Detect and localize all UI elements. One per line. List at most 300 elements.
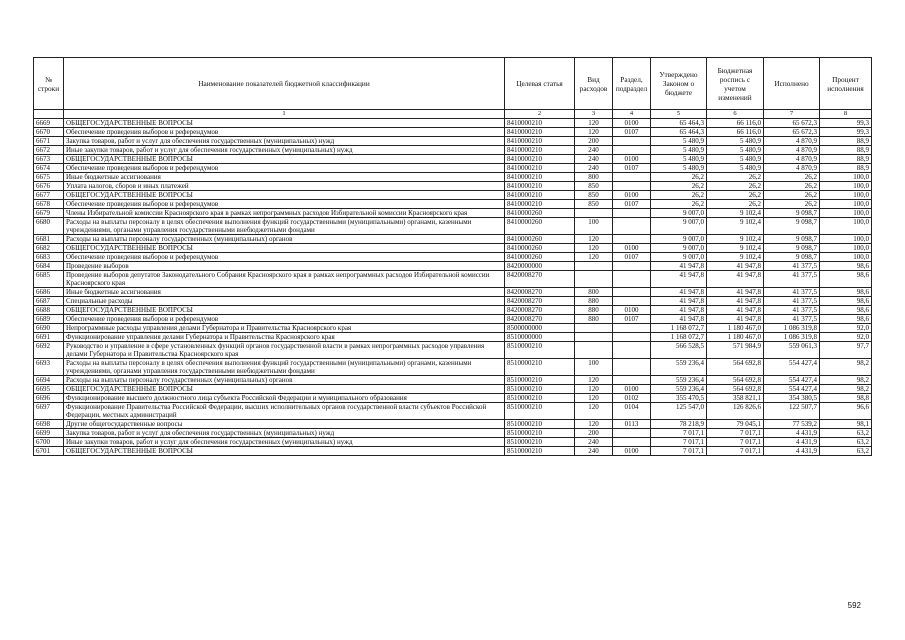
executed-amount: 41 377,5	[764, 297, 820, 306]
approved-amount: 5 480,9	[651, 164, 707, 173]
table-row	[34, 288, 872, 297]
row-number: 6686	[34, 288, 64, 297]
target-article: 8420008270	[505, 306, 575, 315]
execution-percent: 88,9	[820, 155, 872, 164]
indicator-name: Функционирование управления делами Губернатора и Правительства Красноярского края	[64, 333, 505, 342]
expense-type	[575, 342, 613, 359]
section-subsection	[613, 297, 651, 306]
budget-list-amount: 564 692,8	[707, 376, 764, 385]
executed-amount: 9 098,7	[764, 253, 820, 262]
approved-amount: 65 464,3	[651, 128, 707, 137]
executed-amount: 4 431,9	[764, 447, 820, 456]
expense-type: 240	[575, 447, 613, 456]
execution-percent: 92,0	[820, 333, 872, 342]
target-article: 8510000210	[505, 447, 575, 456]
target-article: 8500000000	[505, 324, 575, 333]
row-number: 6676	[34, 182, 64, 191]
execution-percent: 98,8	[820, 394, 872, 403]
indicator-name: ОБЩЕГОСУДАРСТВЕННЫЕ ВОПРОСЫ	[64, 191, 505, 200]
executed-amount: 41 377,5	[764, 315, 820, 324]
budget-list-amount: 41 947,8	[707, 306, 764, 315]
column-number: 1	[64, 110, 505, 119]
expense-type	[575, 324, 613, 333]
executed-amount: 41 377,5	[764, 288, 820, 297]
target-article: 8510000210	[505, 429, 575, 438]
budget-table	[33, 57, 872, 456]
section-subsection	[613, 429, 651, 438]
expense-type: 240	[575, 146, 613, 155]
row-number: 6677	[34, 191, 64, 200]
executed-amount: 26,2	[764, 182, 820, 191]
target-article: 8410000260	[505, 209, 575, 218]
row-number: 6683	[34, 253, 64, 262]
table-row	[34, 119, 872, 128]
section-subsection: 0104	[613, 403, 651, 420]
approved-amount: 26,2	[651, 173, 707, 182]
row-number: 6701	[34, 447, 64, 456]
target-article: 8410000210	[505, 119, 575, 128]
row-number: 6687	[34, 297, 64, 306]
budget-list-amount: 41 947,8	[707, 271, 764, 288]
budget-list-amount: 5 480,9	[707, 164, 764, 173]
budget-list-amount: 9 102,4	[707, 218, 764, 235]
executed-amount: 77 539,2	[764, 420, 820, 429]
expense-type: 120	[575, 128, 613, 137]
budget-list-amount: 5 480,9	[707, 137, 764, 146]
indicator-name: Руководство и управление в сфере установленных функций органов государственной власти в рамках непрограммных расходов управления делами Губернатора и Правительства Красноярского края	[64, 342, 505, 359]
approved-amount: 9 007,0	[651, 235, 707, 244]
indicator-name: Обеспечение проведения выборов и референдумов	[64, 164, 505, 173]
table-row	[34, 262, 872, 271]
indicator-name: Иные бюджетные ассигнования	[64, 173, 505, 182]
column-number: 4	[613, 110, 651, 119]
budget-list-amount: 358 821,1	[707, 394, 764, 403]
indicator-name: Иные закупки товаров, работ и услуг для обеспечения государственных (муниципальных) нужд	[64, 438, 505, 447]
expense-type	[575, 262, 613, 271]
section-subsection: 0100	[613, 119, 651, 128]
row-number: 6671	[34, 137, 64, 146]
column-number: 8	[820, 110, 872, 119]
approved-amount: 78 218,9	[651, 420, 707, 429]
executed-amount: 26,2	[764, 173, 820, 182]
budget-list-amount: 41 947,8	[707, 315, 764, 324]
target-article: 8410000260	[505, 244, 575, 253]
target-article: 8410000260	[505, 253, 575, 262]
execution-percent: 88,9	[820, 137, 872, 146]
table-row	[34, 306, 872, 315]
indicator-name: Расходы на выплаты персоналу государственных (муниципальных) органов	[64, 376, 505, 385]
approved-amount: 9 007,0	[651, 253, 707, 262]
approved-amount: 7 017,1	[651, 438, 707, 447]
section-subsection	[613, 333, 651, 342]
executed-amount: 41 377,5	[764, 306, 820, 315]
indicator-name: Проведение выборов депутатов Законодательного Собрания Красноярского края в рамках непрограммных расходов Избирательной комиссии Красноярского края	[64, 271, 505, 288]
column-number-row	[34, 110, 872, 119]
executed-amount: 554 427,4	[764, 376, 820, 385]
execution-percent: 63,2	[820, 438, 872, 447]
indicator-name: Расходы на выплаты персоналу государственных (муниципальных) органов	[64, 235, 505, 244]
executed-amount: 9 098,7	[764, 244, 820, 253]
section-subsection: 0100	[613, 306, 651, 315]
expense-type: 120	[575, 403, 613, 420]
target-article: 8410000210	[505, 137, 575, 146]
indicator-name: ОБЩЕГОСУДАРСТВЕННЫЕ ВОПРОСЫ	[64, 244, 505, 253]
section-subsection: 0100	[613, 191, 651, 200]
budget-list-amount: 41 947,8	[707, 262, 764, 271]
executed-amount: 4 870,9	[764, 146, 820, 155]
approved-amount: 26,2	[651, 191, 707, 200]
budget-list-amount: 41 947,8	[707, 288, 764, 297]
target-article: 8510000210	[505, 342, 575, 359]
target-article: 8410000210	[505, 200, 575, 209]
expense-type: 800	[575, 288, 613, 297]
row-number: 6699	[34, 429, 64, 438]
row-number: 6693	[34, 359, 64, 376]
expense-type	[575, 209, 613, 218]
expense-type: 880	[575, 315, 613, 324]
indicator-name: Расходы на выплаты персоналу в целях обеспечения выполнения функций государственными (муниципальными) органами, казенными учреждениями, органами управления государственными внебюджетными фондами	[64, 359, 505, 376]
target-article: 8410000260	[505, 218, 575, 235]
executed-amount: 559 061,3	[764, 342, 820, 359]
section-subsection	[613, 182, 651, 191]
column-number: 5	[651, 110, 707, 119]
execution-percent: 96,6	[820, 403, 872, 420]
approved-amount: 7 017,1	[651, 429, 707, 438]
approved-amount: 1 168 072,7	[651, 324, 707, 333]
approved-amount: 7 017,1	[651, 447, 707, 456]
target-article: 8410000210	[505, 182, 575, 191]
indicator-name: Иные закупки товаров, работ и услуг для обеспечения государственных (муниципальных) нужд	[64, 146, 505, 155]
budget-list-amount: 7 017,1	[707, 447, 764, 456]
approved-amount: 5 480,9	[651, 146, 707, 155]
row-number: 6690	[34, 324, 64, 333]
table-row	[34, 164, 872, 173]
executed-amount: 26,2	[764, 200, 820, 209]
table-row	[34, 155, 872, 164]
indicator-name: ОБЩЕГОСУДАРСТВЕННЫЕ ВОПРОСЫ	[64, 306, 505, 315]
indicator-name: Закупка товаров, работ и услуг для обеспечения государственных (муниципальных) нужд	[64, 137, 505, 146]
indicator-name: Закупка товаров, работ и услуг для обеспечения государственных (муниципальных) нужд	[64, 429, 505, 438]
budget-list-amount: 571 984,9	[707, 342, 764, 359]
section-subsection	[613, 209, 651, 218]
indicator-name: ОБЩЕГОСУДАРСТВЕННЫЕ ВОПРОСЫ	[64, 385, 505, 394]
execution-percent: 100,0	[820, 218, 872, 235]
indicator-name: Проведение выборов	[64, 262, 505, 271]
budget-list-amount: 26,2	[707, 200, 764, 209]
expense-type: 850	[575, 191, 613, 200]
section-subsection	[613, 359, 651, 376]
table-row	[34, 244, 872, 253]
expense-type: 240	[575, 155, 613, 164]
target-article: 8410000210	[505, 191, 575, 200]
table-row	[34, 200, 872, 209]
section-subsection: 0100	[613, 447, 651, 456]
target-article: 8510000000	[505, 333, 575, 342]
header-cell: Раздел, подраздел	[613, 58, 651, 110]
indicator-name: Обеспечение проведения выборов и референдумов	[64, 200, 505, 209]
section-subsection: 0102	[613, 394, 651, 403]
header-cell: Бюджетная роспись с учетом изменений	[707, 58, 764, 110]
table-row	[34, 333, 872, 342]
budget-list-amount: 1 180 467,0	[707, 324, 764, 333]
approved-amount: 41 947,8	[651, 271, 707, 288]
page-number: 592	[847, 601, 861, 610]
section-subsection: 0107	[613, 200, 651, 209]
expense-type: 120	[575, 376, 613, 385]
header-cell: Вид расходов	[575, 58, 613, 110]
approved-amount: 355 470,5	[651, 394, 707, 403]
expense-type: 880	[575, 297, 613, 306]
row-number: 6675	[34, 173, 64, 182]
indicator-name: ОБЩЕГОСУДАРСТВЕННЫЕ ВОПРОСЫ	[64, 155, 505, 164]
expense-type: 240	[575, 164, 613, 173]
budget-list-amount: 26,2	[707, 173, 764, 182]
approved-amount: 5 480,9	[651, 155, 707, 164]
row-number: 6684	[34, 262, 64, 271]
section-subsection	[613, 288, 651, 297]
target-article: 8420008270	[505, 271, 575, 288]
target-article: 8410000210	[505, 173, 575, 182]
execution-percent: 100,0	[820, 235, 872, 244]
indicator-name: Обеспечение проведения выборов и референдумов	[64, 253, 505, 262]
section-subsection: 0100	[613, 155, 651, 164]
execution-percent: 98,2	[820, 359, 872, 376]
table-row	[34, 447, 872, 456]
row-number: 6688	[34, 306, 64, 315]
row-number: 6689	[34, 315, 64, 324]
execution-percent: 99,3	[820, 119, 872, 128]
table-row	[34, 128, 872, 137]
execution-percent: 100,0	[820, 244, 872, 253]
target-article: 8510000210	[505, 403, 575, 420]
executed-amount: 9 098,7	[764, 235, 820, 244]
expense-type: 200	[575, 429, 613, 438]
approved-amount: 41 947,8	[651, 297, 707, 306]
execution-percent: 98,6	[820, 315, 872, 324]
header-cell: Процент исполнения	[820, 58, 872, 110]
target-article: 8420008270	[505, 297, 575, 306]
expense-type: 100	[575, 218, 613, 235]
target-article: 8410000260	[505, 235, 575, 244]
row-number: 6696	[34, 394, 64, 403]
executed-amount: 354 380,5	[764, 394, 820, 403]
table-row	[34, 271, 872, 288]
table-row	[34, 315, 872, 324]
section-subsection	[613, 342, 651, 359]
target-article: 8510000210	[505, 438, 575, 447]
expense-type: 100	[575, 359, 613, 376]
row-number: 6682	[34, 244, 64, 253]
table-row	[34, 429, 872, 438]
budget-list-amount: 66 116,0	[707, 128, 764, 137]
indicator-name: Специальные расходы	[64, 297, 505, 306]
expense-type: 120	[575, 253, 613, 262]
executed-amount: 122 507,7	[764, 403, 820, 420]
table-row	[34, 359, 872, 376]
budget-list-amount: 79 045,1	[707, 420, 764, 429]
approved-amount: 65 464,3	[651, 119, 707, 128]
row-number: 6674	[34, 164, 64, 173]
header-cell: № строки	[34, 58, 64, 110]
execution-percent: 100,0	[820, 209, 872, 218]
approved-amount: 9 007,0	[651, 244, 707, 253]
approved-amount: 559 236,4	[651, 376, 707, 385]
execution-percent: 100,0	[820, 182, 872, 191]
indicator-name: Другие общегосударственные вопросы	[64, 420, 505, 429]
expense-type	[575, 271, 613, 288]
expense-type: 120	[575, 235, 613, 244]
target-article: 8510000210	[505, 385, 575, 394]
section-subsection: 0100	[613, 385, 651, 394]
header-row	[34, 58, 872, 110]
budget-list-amount: 26,2	[707, 191, 764, 200]
section-subsection	[613, 262, 651, 271]
section-subsection	[613, 137, 651, 146]
section-subsection	[613, 271, 651, 288]
execution-percent: 98,6	[820, 288, 872, 297]
column-number: 6	[707, 110, 764, 119]
execution-percent: 92,0	[820, 324, 872, 333]
row-number: 6670	[34, 128, 64, 137]
row-number: 6672	[34, 146, 64, 155]
executed-amount: 65 672,3	[764, 128, 820, 137]
table-row	[34, 146, 872, 155]
approved-amount: 559 236,4	[651, 359, 707, 376]
budget-list-amount: 9 102,4	[707, 253, 764, 262]
row-number: 6694	[34, 376, 64, 385]
indicator-name: Обеспечение проведения выборов и референдумов	[64, 315, 505, 324]
budget-list-amount: 564 692,8	[707, 385, 764, 394]
executed-amount: 41 377,5	[764, 262, 820, 271]
execution-percent: 98,1	[820, 420, 872, 429]
executed-amount: 1 086 319,8	[764, 324, 820, 333]
table-row	[34, 209, 872, 218]
section-subsection	[613, 324, 651, 333]
target-article: 8420000000	[505, 262, 575, 271]
budget-list-amount: 26,2	[707, 182, 764, 191]
budget-list-amount: 7 017,1	[707, 438, 764, 447]
table-row	[34, 173, 872, 182]
row-number: 6692	[34, 342, 64, 359]
executed-amount: 4 870,9	[764, 164, 820, 173]
approved-amount: 41 947,8	[651, 315, 707, 324]
section-subsection: 0107	[613, 164, 651, 173]
table-row	[34, 342, 872, 359]
row-number: 6681	[34, 235, 64, 244]
row-number: 6673	[34, 155, 64, 164]
expense-type: 120	[575, 244, 613, 253]
approved-amount: 41 947,8	[651, 306, 707, 315]
indicator-name: Обеспечение проведения выборов и референдумов	[64, 128, 505, 137]
table-row	[34, 324, 872, 333]
table-row	[34, 394, 872, 403]
header-cell: Наименование показателей бюджетной классификации	[64, 58, 505, 110]
budget-list-amount: 1 180 467,0	[707, 333, 764, 342]
target-article: 8510000210	[505, 420, 575, 429]
table-row	[34, 235, 872, 244]
executed-amount: 9 098,7	[764, 218, 820, 235]
section-subsection	[613, 218, 651, 235]
execution-percent: 98,2	[820, 385, 872, 394]
section-subsection	[613, 235, 651, 244]
table-row	[34, 253, 872, 262]
table-row	[34, 385, 872, 394]
execution-percent: 98,6	[820, 297, 872, 306]
approved-amount: 9 007,0	[651, 218, 707, 235]
target-article: 8510000210	[505, 359, 575, 376]
budget-list-amount: 5 480,9	[707, 146, 764, 155]
budget-list-amount: 66 116,0	[707, 119, 764, 128]
approved-amount: 5 480,9	[651, 137, 707, 146]
header-cell: Утверждено Законом о бюджете	[651, 58, 707, 110]
column-number: 7	[764, 110, 820, 119]
budget-list-amount: 126 826,6	[707, 403, 764, 420]
executed-amount: 41 377,5	[764, 271, 820, 288]
indicator-name: Расходы на выплаты персоналу в целях обеспечения выполнения функций государственными (муниципальными) органами, казенными учреждениями, органами управления государственными внебюджетными фондами	[64, 218, 505, 235]
execution-percent: 97,7	[820, 342, 872, 359]
budget-list-amount: 564 692,8	[707, 359, 764, 376]
executed-amount: 4 870,9	[764, 155, 820, 164]
execution-percent: 98,6	[820, 306, 872, 315]
section-subsection: 0107	[613, 315, 651, 324]
row-number: 6697	[34, 403, 64, 420]
executed-amount: 4 431,9	[764, 429, 820, 438]
row-number: 6700	[34, 438, 64, 447]
column-number: 2	[505, 110, 575, 119]
target-article: 8510000210	[505, 376, 575, 385]
row-number: 6680	[34, 218, 64, 235]
indicator-name: ОБЩЕГОСУДАРСТВЕННЫЕ ВОПРОСЫ	[64, 447, 505, 456]
target-article: 8420008270	[505, 315, 575, 324]
execution-percent: 98,6	[820, 271, 872, 288]
execution-percent: 98,6	[820, 262, 872, 271]
table-row	[34, 420, 872, 429]
expense-type: 120	[575, 119, 613, 128]
approved-amount: 125 547,0	[651, 403, 707, 420]
budget-list-amount: 9 102,4	[707, 244, 764, 253]
execution-percent: 100,0	[820, 253, 872, 262]
section-subsection	[613, 146, 651, 155]
expense-type	[575, 333, 613, 342]
expense-type: 120	[575, 394, 613, 403]
section-subsection	[613, 173, 651, 182]
row-number: 6698	[34, 420, 64, 429]
table-row	[34, 297, 872, 306]
execution-percent: 100,0	[820, 173, 872, 182]
expense-type: 850	[575, 200, 613, 209]
executed-amount: 26,2	[764, 191, 820, 200]
section-subsection: 0107	[613, 253, 651, 262]
executed-amount: 65 672,3	[764, 119, 820, 128]
table-row	[34, 403, 872, 420]
expense-type: 120	[575, 420, 613, 429]
executed-amount: 554 427,4	[764, 385, 820, 394]
table-body	[34, 119, 872, 456]
approved-amount: 566 528,5	[651, 342, 707, 359]
executed-amount: 4 870,9	[764, 137, 820, 146]
target-article: 8420008270	[505, 288, 575, 297]
table-row	[34, 438, 872, 447]
expense-type: 850	[575, 182, 613, 191]
indicator-name: ОБЩЕГОСУДАРСТВЕННЫЕ ВОПРОСЫ	[64, 119, 505, 128]
execution-percent: 63,2	[820, 447, 872, 456]
column-number	[34, 110, 64, 119]
expense-type: 240	[575, 438, 613, 447]
approved-amount: 41 947,8	[651, 262, 707, 271]
target-article: 8410000210	[505, 128, 575, 137]
expense-type: 800	[575, 173, 613, 182]
indicator-name: Функционирование Правительства Российской Федерации, высших исполнительных органов государственной власти субъектов Российской Федерации, местных администраций	[64, 403, 505, 420]
